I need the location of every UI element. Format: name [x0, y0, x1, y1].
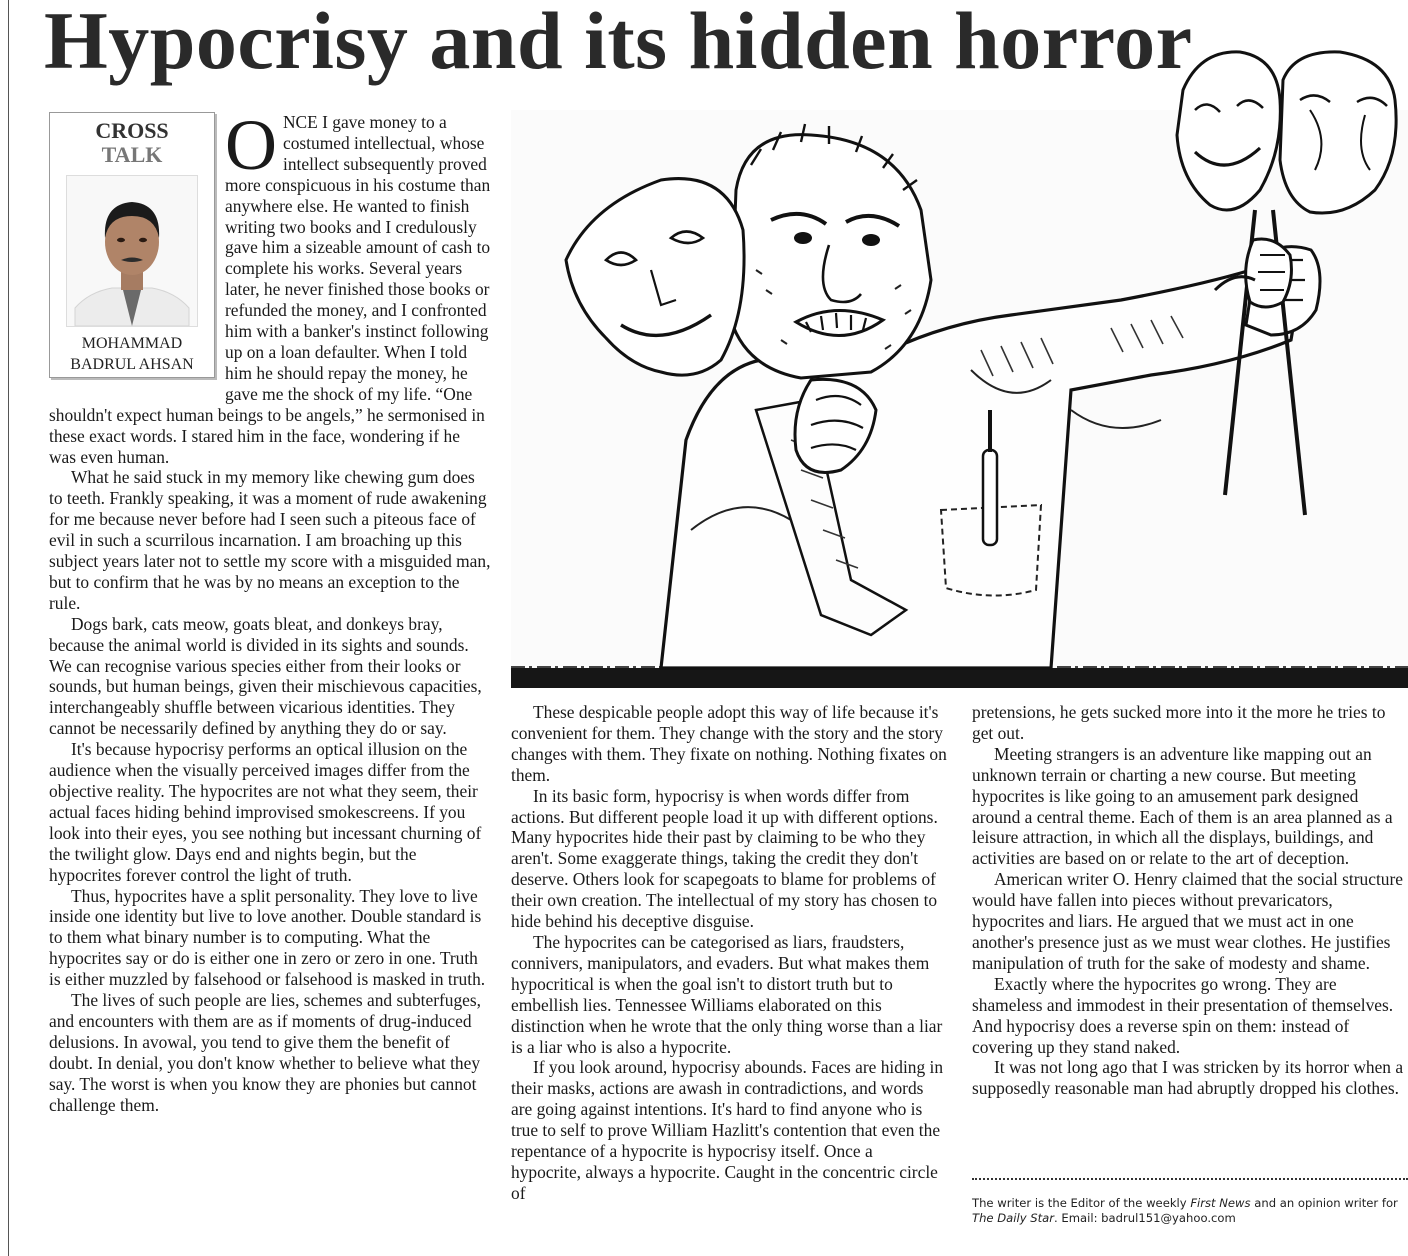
masks-on-sticks: [1165, 40, 1408, 520]
drop-cap: O: [225, 105, 277, 185]
byline-box: [49, 112, 215, 378]
article-paragraph: These despicable people adopt this way of life because it's convenient for them. They change with the story and the story changes with them. They fixate on nothing. Nothing fixates on them.: [511, 702, 947, 785]
article-paragraph: pretensions, he gets sucked more into it the more he tries to get out.: [972, 702, 1386, 743]
article-paragraph: Meeting strangers is an adventure like mapping out an unknown terrain or charting a new course. But meeting hypocrites is like going to an amusement park designed around a central theme. Each of them is an area planned as a leisure attraction, in which all the displays, buildings, and activities are based on or relate to the art of deception.: [972, 743, 1393, 869]
article-paragraph: American writer O. Henry claimed that the social structure would have fallen into pieces without prevaricators, hypocrites and liars. He argued that we must act in one another's presence just as we must wear clothes. He justifies manipulation of truth for the sake of modesty and shame.: [972, 869, 1404, 973]
column-1: [49, 105, 491, 1116]
column-name-line1: CROSS: [95, 118, 169, 143]
footnote-publication: The Daily Star: [972, 1211, 1055, 1225]
column-name-line2: TALK: [101, 142, 163, 167]
author-portrait-image: [67, 176, 197, 326]
dotted-separator: [972, 1178, 1408, 1180]
article-paragraph: Thus, hypocrites have a split personality. They love to live inside one identity but live to love another. Double standard is to them what binary number is to computing. What the hypocrites say or do is either one in zero or zero in one. Truth is either muzzled by falsehood or falsehood is masked in truth.: [49, 885, 486, 990]
masks-image: [1165, 40, 1408, 520]
first-paragraph-text: NCE I gave money to a costumed intellectual, whose intellect subsequently proved more conspicuous in his costume than anywhere else. He wanted to finish writing two books and I credulously gave him a sizeable amount of cash to complete his works. Several years later, he never finished those books or refunded the money, and I confronted him with a banker's instinct following up on a loan defaulter. When I told him he should repay the money, he gave me the shock of my life. “One shouldn't expect human beings to be angels,” he sermonised in these exact words. I stared him in the face, wondering if he was even human.: [49, 112, 491, 467]
article-paragraph: In its basic form, hypocrisy is when words differ from actions. But different people load it up with different options. Many hypocrites hide their past by claiming to be who they aren't. Some exaggerate things, taking the credit they don't deserve. Others look for scapegoats to blame for problems of their own creation. The intellectual of my story has chosen to hide behind his deceptive disguise.: [511, 785, 938, 932]
author-footnote: [972, 1196, 1408, 1226]
footnote-text: and an opinion writer for: [1250, 1196, 1398, 1210]
author-photo: [66, 175, 198, 327]
page-edge-line: [8, 0, 9, 1256]
article-paragraph: The lives of such people are lies, schemes and subterfuges, and encounters with them are as if moments of drug-induced delusions. In avowal, you tend to give them the benefit of doubt. In denial, you don't know whether to believe what they say. The worst is when you know they are phonies but cannot challenge them.: [49, 990, 481, 1115]
article-headline: Hypocrisy and its hidden horror: [44, 0, 1193, 86]
footnote-email: . Email: badrul151@yahoo.com: [1054, 1211, 1236, 1225]
column-2: [511, 702, 947, 1204]
footnote-text: The writer is the Editor of the weekly: [972, 1196, 1191, 1210]
article-paragraph: The hypocrites can be categorised as liars, fraudsters, connivers, manipulators, and evaders. But what makes them hypocritical is when the goal isn't to distort truth but to embellish lies. Tennessee Williams elaborated on this distinction when he wrote that the only thing worse than a liar is a liar who is also a hypocrite.: [511, 931, 943, 1057]
article-paragraph: It was not long ago that I was stricken by its horror when a supposedly reasonable man had abruptly dropped his clothes.: [972, 1057, 1404, 1099]
author-name-line1: MOHAMMAD: [81, 335, 183, 352]
article-paragraph: Exactly where the hypocrites go wrong. They are shameless and immodest in their presentation of themselves. And hypocrisy does a reverse spin on them: instead of covering up they stand naked.: [972, 973, 1394, 1057]
article-paragraph: What he said stuck in my memory like chewing gum does to teeth. Frankly speaking, it was a moment of rude awakening for me because never before had I seen such a piteous face of evil in such a scurrilous incarnation. I am broaching up this subject years later not to settle my score with a misguided man, but to confirm that he was by no means an exception to the rule.: [49, 467, 491, 613]
article-paragraph: Dogs bark, cats meow, goats bleat, and donkeys bray, because the animal world is divided in its sights and sounds. We can recognise various species either from their looks or sounds, but human beings, given their mischievous capacities, interchangeably shuffle between vicarious identities. They cannot be necessarily defined by anything they do or say.: [49, 613, 482, 739]
footnote-publication: First News: [1190, 1196, 1251, 1210]
article-paragraph: It's because hypocrisy performs an optical illusion on the audience when the visually perceived images differ from the objective reality. The hypocrites are not what they seem, their actual faces hiding behind improvised smokescreens. If you look into their eyes, you see nothing but incessant churning of the twilight glow. Days end and nights begin, but the hypocrites forever control the light of truth.: [49, 739, 482, 885]
author-name-line2: BADRUL AHSAN: [70, 356, 194, 373]
column-3: [972, 702, 1408, 1099]
article-paragraph: If you look around, hypocrisy abounds. Faces are hiding in their masks, actions are awash in contradictions, and words are going against intentions. It's hard to find anyone who is true to self to prove William Hazlitt's contention that even the repentance of a hypocrite is hypocrisy itself. Once a hypocrite, always a hypocrite. Caught in the concentric circle of: [511, 1057, 944, 1203]
